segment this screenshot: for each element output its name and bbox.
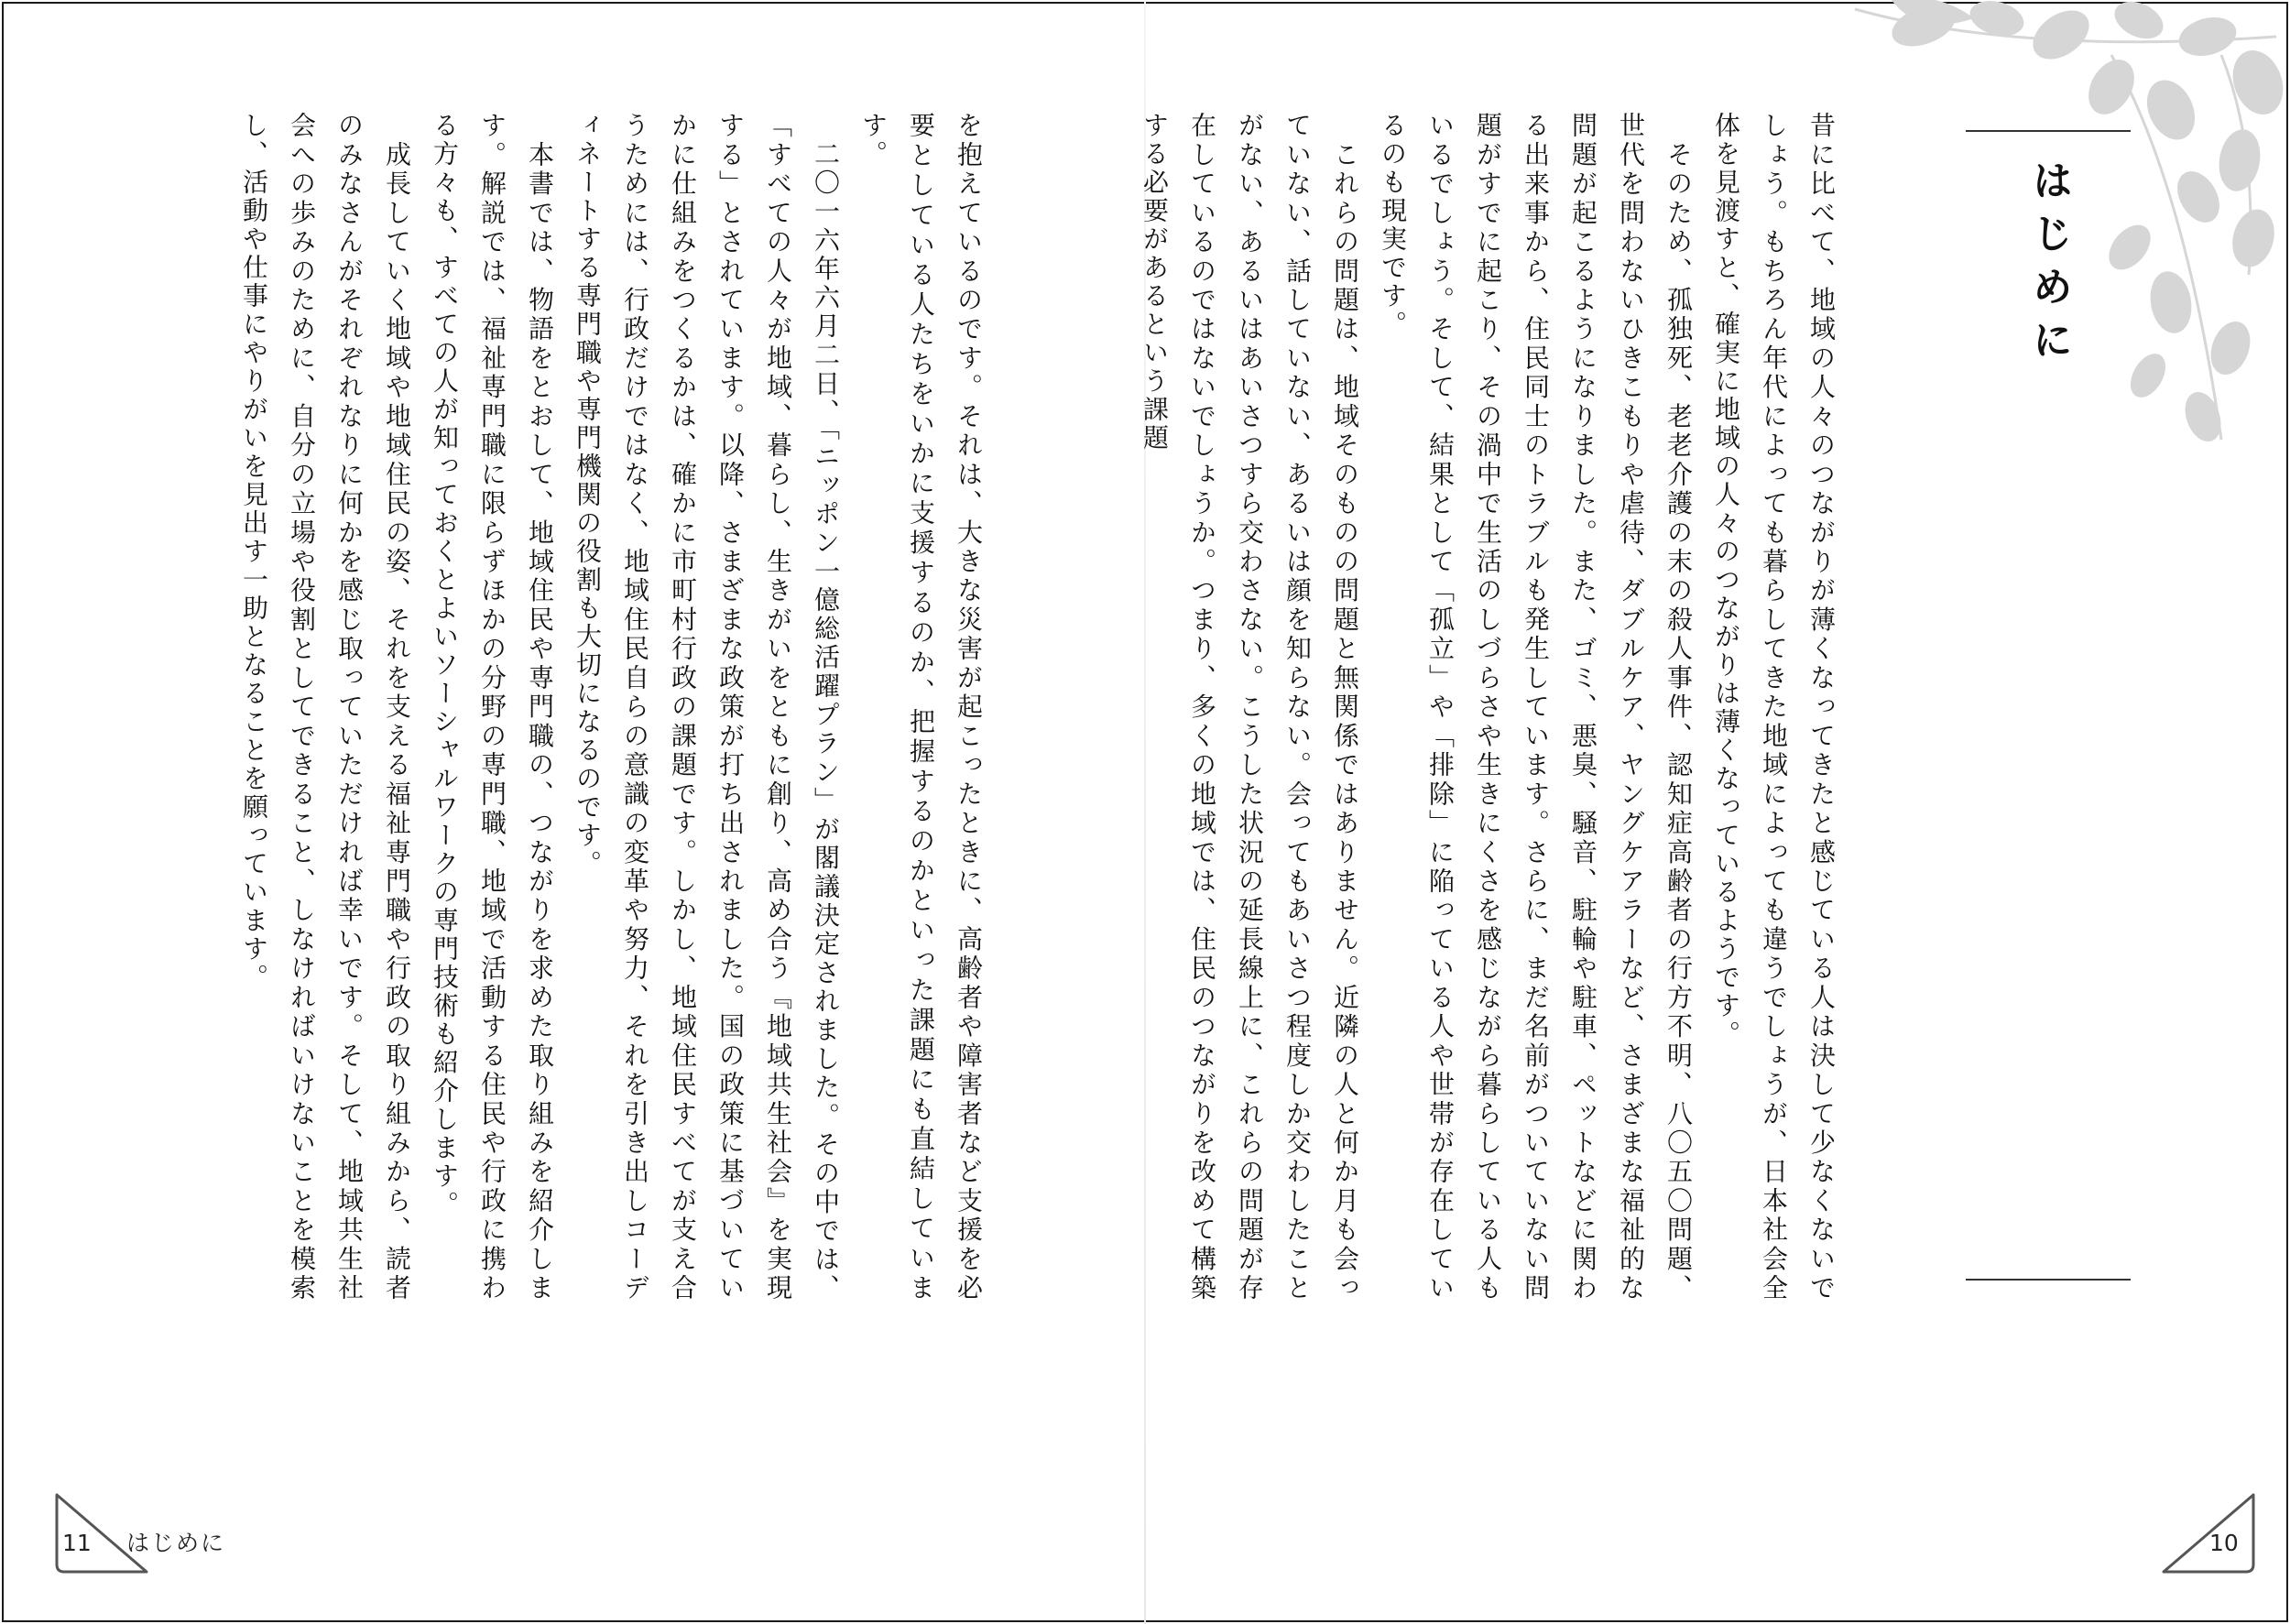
right-page-body-text: 昔に比べて、地域の人々のつながりが薄くなってきたと感じている人は決して少なくないでしょう。もちろん年代によっても暮らしてきた地域によっても違うでしょうが、日本社会全体を見渡すと、確実に地域の人々のつながりは薄くなっているようです。 そのため、孤独死、老老介護の末の殺人事件、認知症高齢者の行方不明、八〇五〇問題、世代を問わないひきこもりや虐待、ダブルケア、ヤングケアラーなど、さまざまな福祉的な問題が起こるようになりました。また、ゴミ、悪臭、騒音、駐輪や駐車、ペットなどに関わる出来事から、住民同士のトラブルも発生しています。さらに、まだ名前がついていない問題がすでに起こり、その渦中で生活のしづらさや生きにくさを感じながら暮らしている人もいるでしょう。そして、結果として「孤立」や「排除」に陥っている人や世帯が存在しているのも現実です。 これらの問題は、地域そのものの問題と無関係ではありません。近隣の人と何か月も会っていない、話していない、あるいは顔を知らない。会ってもあいさつ程度しか交わしたことがない、あるいはあいさつすら交わさない。こうした状況の延長線上に、これらの問題が存在しているのではないでしょうか。つまり、多くの地域では、住民のつながりを改めて構築する必要があるという課題 bbox=[1140, 112, 1837, 1302]
title-rule-top bbox=[1966, 130, 2131, 132]
chapter-title-block bbox=[1966, 128, 2131, 1281]
left-page-body-text: を抱えているのです。それは、大きな災害が起こったときに、高齢者や障害者など支援を必要としている人たちをいかに支援するのか、把握するのかといった課題にも直結しています。 二〇一六年六月二日、「ニッポン一億総活躍プラン」が閣議決定されました。その中では、「すべての人々が地域、暮らし、生きがいをともに創り、高め合う『地域共生社会』を実現する」とされています。以降、さまざまな政策が打ち出されました。国の政策に基づいていかに仕組みをつくるかは、確かに市町村行政の課題です。しかし、地域住民すべてが支え合うためには、行政だけではなく、地域住民自らの意識の変革や努力、それを引き出しコーディネートする専門職や専門機関の役割も大切になるのです。 本書では、物語をとおして、地域住民や専門職の、つながりを求めた取り組みを紹介します。解説では、福祉専門職に限らずほかの分野の専門職、地域で活動する住民や行政に携わる方々も、すべての人が知っておくとよいソーシャルワークの専門技術も紹介します。 成長していく地域や地域住民の姿、それを支える福祉専門職や行政の取り組みから、読者のみなさんがそれぞれなりに何かを感じ取っていただければ幸いです。そして、地域共生社会への歩みのために、自分の立場や役割としてできること、しなければいけないことを模索し、活動や仕事にやりがいを見出す一助となることを願っています。 bbox=[239, 112, 984, 1303]
page-number-left: 11 bbox=[62, 1530, 92, 1556]
chapter-title: はじめに bbox=[2025, 159, 2072, 372]
page-corner-right bbox=[2156, 1491, 2257, 1575]
page-number-right: 10 bbox=[2209, 1530, 2239, 1556]
running-head: はじめに bbox=[126, 1530, 226, 1556]
title-rule-bottom bbox=[1966, 1279, 2131, 1281]
